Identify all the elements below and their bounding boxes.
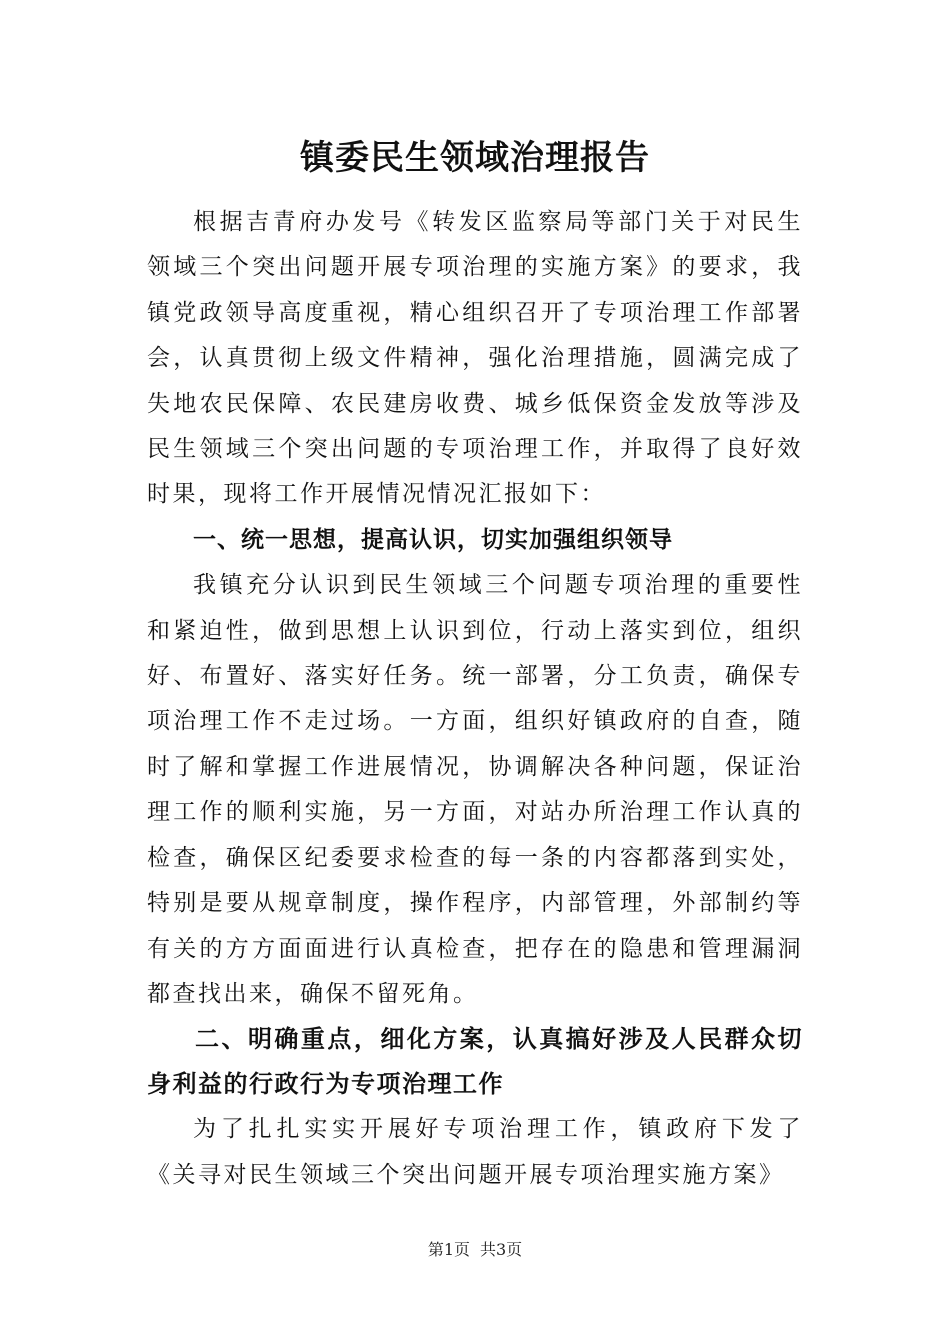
section-2-heading: 二、明确重点，细化方案，认真搞好涉及人民群众切身利益的行政行为专项治理工作 (147, 1025, 803, 1099)
document-body (147, 200, 803, 1198)
page-footer (0, 1238, 950, 1262)
intro-paragraph: 根据吉青府办发号《转发区监察局等部门关于对民生领域三个突出问题开展专项治理的实施方案》的要求，我镇党政领导高度重视，精心组织召开了专项治理工作部署会，认真贯彻上级文件精神，强化治理措施，圆满完成了失地农民保障、农民建房收费、城乡低保资金发放等涉及民生领域三个突出问题的专项治理工作，并取得了良好效时果，现将工作开展情况情况汇报如下： (147, 209, 803, 508)
section-1-paragraph: 我镇充分认识到民生领域三个问题专项治理的重要性和紧迫性，做到思想上认识到位，行动上落实到位，组织好、布置好、落实好任务。统一部署，分工负责，确保专项治理工作不走过场。一方面，组织好镇政府的自查，随时了解和掌握工作进展情况，协调解决各种问题，保证治理工作的顺利实施，另一方面，对站办所治理工作认真的检查，确保区纪委要求检查的每一条的内容都落到实处，特别是要从规章制度，操作程序，内部管理，外部制约等有关的方方面面进行认真检查，把存在的隐患和管理漏洞都查找出来，确保不留死角。 (147, 572, 803, 1007)
page-total: 共3页 (480, 1240, 523, 1259)
document-title: 镇委民生领域治理报告 (300, 138, 650, 178)
section-2-paragraph: 为了扎扎实实开展好专项治理工作，镇政府下发了《关寻对民生领域三个突出问题开展专项治理实施方案》 (147, 1116, 803, 1188)
section-1-heading: 一、统一思想，提高认识，切实加强组织领导 (193, 526, 673, 553)
page-number: 第1页 (427, 1240, 470, 1259)
